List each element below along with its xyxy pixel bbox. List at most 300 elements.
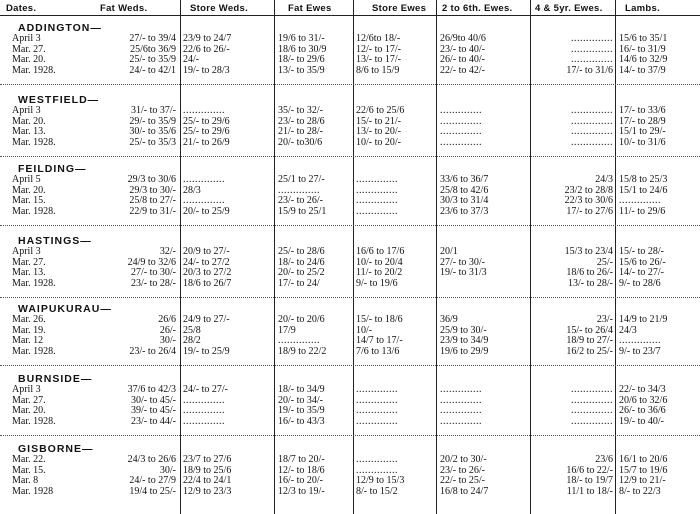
- store-ewes-cell: [356, 385, 434, 428]
- price-line: 16/- to 43/3: [278, 417, 325, 428]
- fat-ewes-cell: [278, 315, 351, 358]
- price-line: 17/9: [278, 325, 296, 336]
- price-line: 18/9 to 27/-: [566, 336, 613, 347]
- price-line: 26/- to 40/-: [440, 55, 485, 66]
- price-line: ..............: [356, 406, 398, 417]
- price-line: ..............: [278, 336, 320, 347]
- price-line: 24/-: [183, 55, 200, 66]
- store-ewes-cell: [356, 247, 434, 290]
- price-line: 19/- to 35/9: [278, 406, 325, 417]
- price-line: 18/9 to 25/6: [183, 465, 232, 476]
- store-ewes-cell: [356, 315, 434, 358]
- price-line: ..............: [440, 417, 482, 428]
- store-weds-cell: [183, 247, 271, 290]
- price-line: 25/9 to 30/-: [440, 325, 487, 336]
- price-line: 22/- to 42/-: [440, 66, 485, 77]
- fat-weds-cell: [66, 106, 176, 149]
- price-line: Mar. 1928.: [12, 279, 56, 290]
- price-line: April 5: [12, 175, 41, 185]
- store-weds-cell: [183, 34, 271, 77]
- price-line: ..............: [571, 395, 613, 406]
- price-line: April 3: [12, 247, 41, 257]
- price-line: 30/-: [159, 465, 176, 476]
- price-line: 18/- to 29/6: [278, 55, 325, 66]
- price-line: 14/7 to 17/-: [356, 336, 403, 347]
- price-line: 24/3: [595, 175, 613, 185]
- market-name: BURNSIDE—: [18, 373, 93, 385]
- ewes-2-6-cell: [440, 106, 528, 149]
- price-line: ..............: [183, 106, 225, 116]
- price-line: 18/6 to 26/7: [183, 279, 232, 290]
- price-line: ..............: [356, 455, 398, 465]
- price-line: ..............: [440, 106, 482, 116]
- price-line: 25/- to 35/9: [129, 55, 176, 66]
- price-line: 11/- to 20/2: [356, 268, 403, 279]
- price-line: ..............: [571, 116, 613, 127]
- price-line: 25/- to 29/6: [183, 116, 230, 127]
- price-line: ..............: [278, 185, 320, 196]
- price-line: ..............: [571, 406, 613, 417]
- price-line: 22/6 to 26/-: [183, 44, 230, 55]
- store-ewes-cell: [356, 106, 434, 149]
- lambs-cell: [619, 247, 697, 290]
- section-divider: [0, 297, 700, 298]
- header-lambs: Lambs.: [625, 3, 661, 14]
- price-line: 10/- to 31/6: [619, 138, 666, 149]
- price-line: 15/- to 28/-: [619, 247, 664, 257]
- market-name: WESTFIELD—: [18, 94, 100, 106]
- price-line: ..............: [440, 116, 482, 127]
- price-line: 23/6 to 37/3: [440, 207, 489, 218]
- price-line: 12/- to 17/-: [356, 44, 401, 55]
- price-line: 12/6to 18/-: [356, 34, 401, 44]
- fat-ewes-cell: [278, 385, 351, 428]
- ewes-4-5-cell: [533, 385, 613, 428]
- price-line: 13/- to 17/-: [356, 55, 401, 66]
- price-line: 17/- to 27/6: [566, 207, 613, 218]
- price-line: 18/- to 19/7: [566, 476, 613, 487]
- price-line: 24/3: [619, 325, 637, 336]
- price-line: 25/1 to 27/-: [278, 175, 325, 185]
- price-line: 25/-: [596, 257, 613, 268]
- price-line: Mar. 20.: [12, 116, 46, 127]
- price-line: 19/- to 31/3: [440, 268, 487, 279]
- price-line: Mar. 20.: [12, 55, 46, 66]
- market-name: WAIPUKURAU—: [18, 303, 112, 315]
- price-line: ..............: [571, 106, 613, 116]
- price-line: 13/- to 20/-: [356, 127, 401, 138]
- price-line: 24/- to 27/2: [183, 257, 230, 268]
- price-line: 30/- to 45/-: [131, 395, 176, 406]
- header-rule: [0, 15, 700, 16]
- price-line: 35/- to 32/-: [278, 106, 323, 116]
- price-line: Mar. 27.: [12, 395, 46, 406]
- header-2-to-6-ewes: 2 to 6th. Ewes.: [442, 3, 513, 14]
- store-weds-cell: [183, 385, 271, 428]
- price-line: 16/8 to 24/7: [440, 487, 489, 498]
- price-line: Mar. 20.: [12, 185, 46, 196]
- price-line: 23/- to 26/-: [440, 465, 485, 476]
- price-line: 20/- to 25/9: [183, 207, 230, 218]
- price-line: 24/9 to 32/6: [127, 257, 176, 268]
- price-line: ..............: [356, 395, 398, 406]
- price-line: 30/3 to 31/4: [440, 196, 489, 207]
- price-line: 19/4 to 25/-: [129, 487, 176, 498]
- price-line: 26/- to 36/6: [619, 406, 666, 417]
- store-weds-cell: [183, 315, 271, 358]
- price-line: 10/- to 20/-: [356, 138, 401, 149]
- price-line: 11/- to 29/6: [619, 207, 666, 218]
- price-line: Mar. 1928: [12, 487, 54, 498]
- fat-ewes-cell: [278, 34, 351, 77]
- price-line: 23/9 to 34/9: [440, 336, 489, 347]
- dates-cell: [8, 455, 68, 498]
- fat-ewes-cell: [278, 106, 351, 149]
- dates-cell: [8, 247, 68, 290]
- price-line: Mar. 1928.: [12, 66, 56, 77]
- price-line: 26/-: [159, 325, 176, 336]
- price-line: 29/3 to 30/6: [127, 175, 176, 185]
- section-divider: [0, 365, 700, 366]
- price-line: 18/- to 34/9: [278, 385, 325, 395]
- price-line: ..............: [356, 465, 398, 476]
- fat-weds-cell: [66, 247, 176, 290]
- price-line: 19/- to 40/-: [619, 417, 664, 428]
- price-line: 20/1: [440, 247, 458, 257]
- store-ewes-cell: [356, 455, 434, 498]
- ewes-4-5-cell: [533, 315, 613, 358]
- price-line: 17/- to 24/: [278, 279, 320, 290]
- store-ewes-cell: [356, 34, 434, 77]
- price-line: 20/- to30/6: [278, 138, 323, 149]
- price-line: Mar. 1928.: [12, 417, 56, 428]
- price-line: 32/-: [159, 247, 176, 257]
- price-line: 26/9to 40/6: [440, 34, 486, 44]
- price-line: 18/6 to 26/-: [566, 268, 613, 279]
- price-line: ..............: [356, 196, 398, 207]
- market-name: ADDINGTON—: [18, 22, 102, 34]
- dates-cell: [8, 385, 68, 428]
- price-line: 16/6 to 17/6: [356, 247, 405, 257]
- header-store-weds: Store Weds.: [190, 3, 249, 14]
- price-line: 24/3 to 26/6: [127, 455, 176, 465]
- fat-ewes-cell: [278, 175, 351, 218]
- fat-weds-cell: [66, 34, 176, 77]
- price-line: 22/- to 34/3: [619, 385, 666, 395]
- price-line: Mar. 15.: [12, 465, 46, 476]
- price-line: 9/- to 19/6: [356, 279, 398, 290]
- market-name: HASTINGS—: [18, 235, 92, 247]
- fat-weds-cell: [66, 455, 176, 498]
- column-divider: [353, 0, 354, 514]
- price-line: ..............: [440, 385, 482, 395]
- store-weds-cell: [183, 106, 271, 149]
- fat-ewes-cell: [278, 455, 351, 498]
- market-name: FEILDING—: [18, 163, 87, 175]
- price-line: Mar. 27.: [12, 44, 46, 55]
- price-line: 18/7 to 20/-: [278, 455, 325, 465]
- price-line: Mar. 13.: [12, 268, 46, 279]
- lambs-cell: [619, 315, 697, 358]
- price-line: ..............: [356, 385, 398, 395]
- price-line: 8/- to 15/2: [356, 487, 398, 498]
- price-line: 24/- to 42/1: [129, 66, 176, 77]
- price-line: ..............: [440, 127, 482, 138]
- price-line: 15/6 to 35/1: [619, 34, 668, 44]
- column-divider: [274, 0, 275, 514]
- ewes-2-6-cell: [440, 34, 528, 77]
- price-line: 14/- to 37/9: [619, 66, 666, 77]
- header-fat-ewes: Fat Ewes: [288, 3, 332, 14]
- column-divider: [615, 0, 616, 514]
- price-line: 7/6 to 13/6: [356, 347, 400, 358]
- price-line: 15/3 to 23/4: [564, 247, 613, 257]
- section-divider: [0, 156, 700, 157]
- section-divider: [0, 435, 700, 436]
- price-line: Mar. 15.: [12, 196, 46, 207]
- price-line: 20/- to 25/2: [278, 268, 325, 279]
- price-line: 15/- to 21/-: [356, 116, 401, 127]
- price-line: 23/- to 40/-: [440, 44, 485, 55]
- price-line: 27/- to 39/4: [129, 34, 176, 44]
- price-line: ..............: [571, 385, 613, 395]
- price-line: ..............: [619, 336, 661, 347]
- price-line: 30/-: [159, 336, 176, 347]
- price-line: 12/9 to 23/3: [183, 487, 232, 498]
- price-line: Mar. 13.: [12, 127, 46, 138]
- price-line: 17/- to 28/9: [619, 116, 666, 127]
- lambs-cell: [619, 34, 697, 77]
- ewes-2-6-cell: [440, 385, 528, 428]
- price-line: 25/8: [183, 325, 201, 336]
- price-line: 16/2 to 25/-: [566, 347, 613, 358]
- section-divider: [0, 84, 700, 85]
- price-line: 13/- to 35/9: [278, 66, 325, 77]
- price-line: 23/- to 26/4: [129, 347, 176, 358]
- price-line: 25/- to 35/3: [129, 138, 176, 149]
- price-line: 27/- to 30/-: [131, 268, 176, 279]
- price-line: ..............: [183, 417, 225, 428]
- ewes-4-5-cell: [533, 455, 613, 498]
- price-line: ..............: [356, 207, 398, 218]
- price-line: ..............: [183, 196, 225, 207]
- price-line: Mar. 1928.: [12, 347, 56, 358]
- price-line: ..............: [440, 406, 482, 417]
- price-line: ..............: [356, 185, 398, 196]
- price-line: 15/- to 18/6: [356, 315, 403, 325]
- price-line: 15/7 to 19/6: [619, 465, 668, 476]
- price-line: 20/6 to 32/6: [619, 395, 668, 406]
- store-weds-cell: [183, 175, 271, 218]
- fat-weds-cell: [66, 175, 176, 218]
- price-line: 16/- to 31/9: [619, 44, 666, 55]
- price-line: 15/1 to 24/6: [619, 185, 668, 196]
- price-line: ..............: [356, 417, 398, 428]
- price-line: 23/- to 28/6: [278, 116, 325, 127]
- price-line: 21/- to 28/-: [278, 127, 323, 138]
- fat-weds-cell: [66, 385, 176, 428]
- price-line: 18/6 to 30/9: [278, 44, 327, 55]
- price-line: 12/3 to 19/-: [278, 487, 325, 498]
- price-line: 8/- to 22/3: [619, 487, 661, 498]
- price-line: 9/- to 28/6: [619, 279, 661, 290]
- ewes-2-6-cell: [440, 175, 528, 218]
- price-line: 24/- to 27/-: [183, 385, 228, 395]
- market-name: GISBORNE—: [18, 443, 94, 455]
- price-line: 24/- to 27/9: [129, 476, 176, 487]
- price-line: 29/3 to 30/-: [129, 185, 176, 196]
- store-weds-cell: [183, 455, 271, 498]
- lambs-cell: [619, 385, 697, 428]
- price-line: ..............: [183, 395, 225, 406]
- price-line: 23/7 to 27/6: [183, 455, 232, 465]
- store-ewes-cell: [356, 175, 434, 218]
- price-line: 17/- to 31/6: [566, 66, 613, 77]
- price-line: 12/- to 18/6: [278, 465, 325, 476]
- price-line: 29/- to 35/9: [129, 116, 176, 127]
- column-divider: [436, 0, 437, 514]
- price-line: 15/1 to 29/-: [619, 127, 666, 138]
- price-line: 19/6 to 31/-: [278, 34, 325, 44]
- price-line: 20/9 to 27/-: [183, 247, 230, 257]
- price-line: 30/- to 35/6: [129, 127, 176, 138]
- lambs-cell: [619, 175, 697, 218]
- price-line: 25/8 to 27/-: [129, 196, 176, 207]
- price-line: 15/6 to 26/-: [619, 257, 666, 268]
- price-line: 23/-: [596, 315, 613, 325]
- price-line: 16/1 to 20/6: [619, 455, 668, 465]
- price-line: 22/- to 25/-: [440, 476, 485, 487]
- ewes-4-5-cell: [533, 175, 613, 218]
- price-line: ..............: [183, 175, 225, 185]
- price-line: 20/3 to 27/2: [183, 268, 232, 279]
- price-line: 25/- to 28/6: [278, 247, 325, 257]
- price-line: 13/- to 28/-: [568, 279, 613, 290]
- ewes-4-5-cell: [533, 106, 613, 149]
- price-line: 23/6: [595, 455, 613, 465]
- price-line: ..............: [440, 395, 482, 406]
- price-line: 22/6 to 25/6: [356, 106, 405, 116]
- price-line: 27/- to 30/-: [440, 257, 485, 268]
- price-line: 23/9 to 24/7: [183, 34, 232, 44]
- dates-cell: [8, 175, 68, 218]
- price-line: 28/2: [183, 336, 201, 347]
- price-line: ..............: [571, 44, 613, 55]
- price-line: Mar. 19.: [12, 325, 46, 336]
- price-line: 37/6 to 42/3: [127, 385, 176, 395]
- price-line: 14/- to 27/-: [619, 268, 664, 279]
- ewes-4-5-cell: [533, 34, 613, 77]
- dates-cell: [8, 34, 68, 77]
- price-line: 22/3 to 30/6: [564, 196, 613, 207]
- price-line: 23/- to 44/-: [131, 417, 176, 428]
- header-4-5yr-ewes: 4 & 5yr. Ewes.: [535, 3, 603, 14]
- column-divider: [530, 0, 531, 514]
- price-line: 20/2 to 30/-: [440, 455, 487, 465]
- price-line: ..............: [183, 406, 225, 417]
- price-line: 15/9 to 25/1: [278, 207, 327, 218]
- price-line: Mar. 22.: [12, 455, 46, 465]
- price-line: 28/3: [183, 185, 201, 196]
- price-line: ..............: [571, 417, 613, 428]
- price-line: 9/- to 23/7: [619, 347, 661, 358]
- ewes-2-6-cell: [440, 455, 528, 498]
- price-line: 14/6 to 32/9: [619, 55, 668, 66]
- section-divider: [0, 225, 700, 226]
- price-line: ..............: [440, 138, 482, 149]
- price-line: 15/- to 26/4: [566, 325, 613, 336]
- price-line: 20/- to 20/6: [278, 315, 325, 325]
- price-line: ..............: [571, 138, 613, 149]
- price-line: 16/- to 20/-: [278, 476, 323, 487]
- price-line: April 3: [12, 385, 41, 395]
- header-store-ewes: Store Ewes: [372, 3, 427, 14]
- price-line: 23/2 to 28/8: [564, 185, 613, 196]
- price-line: 10/-: [356, 325, 373, 336]
- lambs-cell: [619, 106, 697, 149]
- price-line: 16/6 to 22/-: [566, 465, 613, 476]
- price-line: 14/9 to 21/9: [619, 315, 668, 325]
- price-line: 25/6to 36/9: [130, 44, 176, 55]
- dates-cell: [8, 315, 68, 358]
- price-line: Mar. 1928.: [12, 138, 56, 149]
- price-line: 25/- to 29/6: [183, 127, 230, 138]
- price-line: 23/- to 26/-: [278, 196, 323, 207]
- price-line: 25/8 to 42/6: [440, 185, 489, 196]
- price-line: 20/- to 34/-: [278, 395, 323, 406]
- lambs-cell: [619, 455, 697, 498]
- price-line: April 3: [12, 34, 41, 44]
- price-line: 19/- to 28/3: [183, 66, 230, 77]
- ewes-2-6-cell: [440, 247, 528, 279]
- dates-cell: [8, 106, 68, 149]
- price-line: 39/- to 45/-: [131, 406, 176, 417]
- price-line: 19/- to 25/9: [183, 347, 230, 358]
- price-line: 12/9 to 21/-: [619, 476, 666, 487]
- price-line: ..............: [571, 34, 613, 44]
- column-divider: [180, 0, 181, 514]
- header-fat-weds: Fat Weds.: [100, 3, 148, 14]
- header-dates: Dates.: [6, 3, 37, 14]
- fat-ewes-cell: [278, 247, 351, 290]
- price-line: 36/9: [440, 315, 458, 325]
- ewes-4-5-cell: [533, 247, 613, 290]
- price-line: 22/9 to 31/-: [129, 207, 176, 218]
- price-line: 31/- to 37/-: [131, 106, 176, 116]
- price-line: Mar. 8: [12, 476, 39, 487]
- price-line: 23/- to 28/-: [131, 279, 176, 290]
- price-line: 33/6 to 36/7: [440, 175, 489, 185]
- price-line: 15/8 to 25/3: [619, 175, 668, 185]
- price-line: 24/9 to 27/-: [183, 315, 230, 325]
- price-line: 26/6: [158, 315, 176, 325]
- price-line: Mar. 12: [12, 336, 44, 347]
- price-line: ..............: [571, 127, 613, 138]
- price-line: Mar. 27.: [12, 257, 46, 268]
- price-line: Mar. 26.: [12, 315, 46, 325]
- price-line: ..............: [619, 196, 661, 207]
- price-line: 8/6 to 15/9: [356, 66, 400, 77]
- price-line: 19/6 to 29/9: [440, 347, 489, 358]
- price-line: 10/- to 20/4: [356, 257, 403, 268]
- price-line: 18/9 to 22/2: [278, 347, 327, 358]
- price-line: 11/1 to 18/-: [566, 487, 613, 498]
- price-line: April 3: [12, 106, 41, 116]
- price-line: ..............: [571, 55, 613, 66]
- fat-weds-cell: [66, 315, 176, 358]
- price-line: 17/- to 33/6: [619, 106, 666, 116]
- price-line: ..............: [356, 175, 398, 185]
